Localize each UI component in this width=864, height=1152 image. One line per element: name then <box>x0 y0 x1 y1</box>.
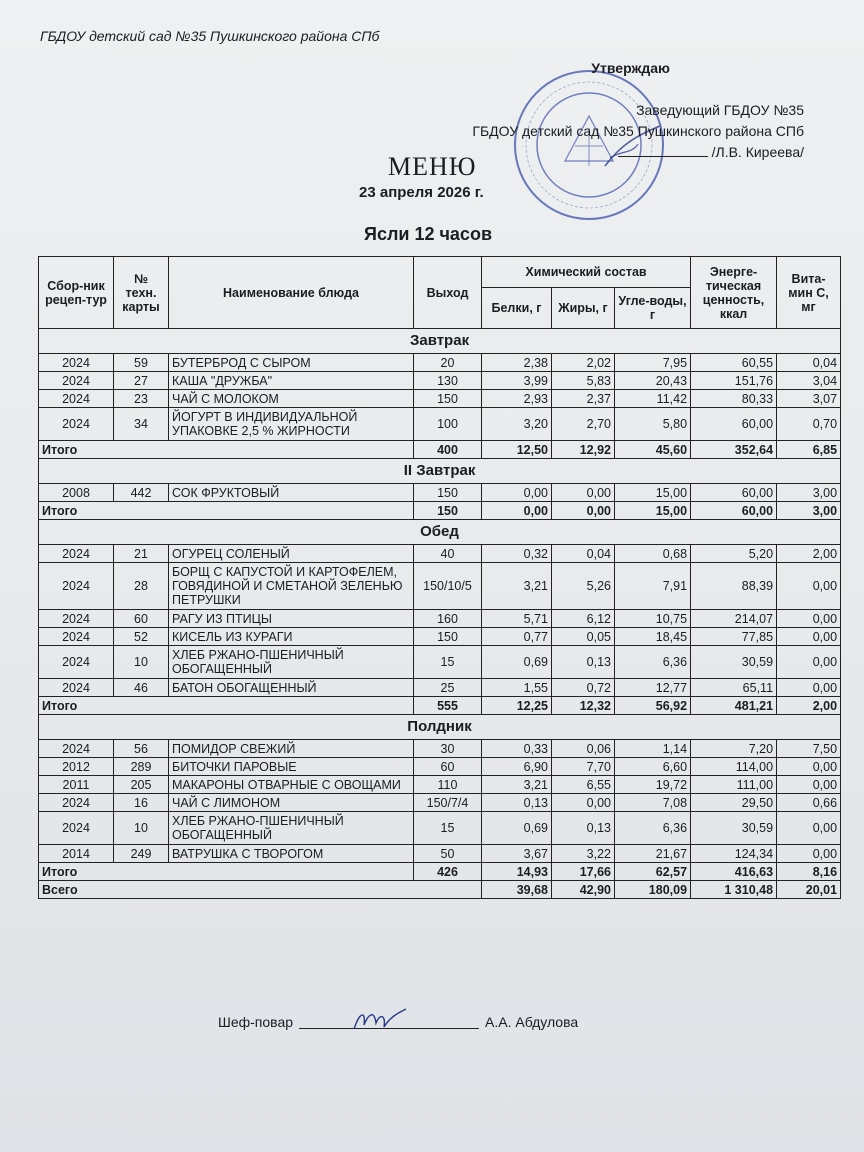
recipe-book-cell: 2024 <box>39 390 114 408</box>
dish-name-cell: МАКАРОНЫ ОТВАРНЫЕ С ОВОЩАМИ <box>169 776 414 794</box>
carbs-cell: 1,14 <box>615 740 691 758</box>
carbs-cell: 18,45 <box>615 628 691 646</box>
output-cell: 15 <box>414 812 482 845</box>
tech-card-cell: 10 <box>114 646 169 679</box>
output-cell: 160 <box>414 610 482 628</box>
vitamin-cell: 3,07 <box>777 390 841 408</box>
recipe-book-cell: 2011 <box>39 776 114 794</box>
total-protein-cell: 0,00 <box>482 502 552 520</box>
page-title: МЕНЮ <box>388 152 477 181</box>
section-row <box>39 520 841 545</box>
total-fat-cell: 0,00 <box>552 502 615 520</box>
dish-name-cell: РАГУ ИЗ ПТИЦЫ <box>169 610 414 628</box>
total-energy-cell: 352,64 <box>691 441 777 459</box>
vitamin-cell: 0,00 <box>777 610 841 628</box>
table-row <box>39 628 841 646</box>
header-energy: Энерге-тическая ценность, ккал <box>691 257 777 329</box>
total-output-cell: 426 <box>414 863 482 881</box>
protein-cell: 0,13 <box>482 794 552 812</box>
energy-cell: 29,50 <box>691 794 777 812</box>
recipe-book-cell: 2024 <box>39 408 114 441</box>
total-row <box>39 697 841 715</box>
energy-cell: 214,07 <box>691 610 777 628</box>
tech-card-cell: 442 <box>114 484 169 502</box>
carbs-cell: 6,60 <box>615 758 691 776</box>
dish-name-cell: ОГУРЕЦ СОЛЕНЫЙ <box>169 545 414 563</box>
carbs-cell: 10,75 <box>615 610 691 628</box>
vitamin-cell: 0,70 <box>777 408 841 441</box>
output-cell: 60 <box>414 758 482 776</box>
protein-cell: 3,20 <box>482 408 552 441</box>
dish-name-cell: ХЛЕБ РЖАНО-ПШЕНИЧНЫЙ ОБОГАЩЕННЫЙ <box>169 812 414 845</box>
dish-name-cell: ХЛЕБ РЖАНО-ПШЕНИЧНЫЙ ОБОГАЩЕННЫЙ <box>169 646 414 679</box>
vitamin-cell: 0,66 <box>777 794 841 812</box>
dish-name-cell: ВАТРУШКА С ТВОРОГОМ <box>169 845 414 863</box>
dish-name-cell: ЧАЙ С МОЛОКОМ <box>169 390 414 408</box>
output-cell: 110 <box>414 776 482 794</box>
protein-cell: 3,21 <box>482 776 552 794</box>
protein-cell: 3,21 <box>482 563 552 610</box>
tech-card-cell: 60 <box>114 610 169 628</box>
vitamin-cell: 0,00 <box>777 812 841 845</box>
protein-cell: 0,32 <box>482 545 552 563</box>
carbs-cell: 5,80 <box>615 408 691 441</box>
dish-name-cell: БАТОН ОБОГАЩЕННЫЙ <box>169 679 414 697</box>
vitamin-cell: 2,00 <box>777 545 841 563</box>
table-row <box>39 845 841 863</box>
total-protein-cell: 12,25 <box>482 697 552 715</box>
protein-cell: 6,90 <box>482 758 552 776</box>
energy-cell: 30,59 <box>691 812 777 845</box>
grand-carbs-cell: 180,09 <box>615 881 691 899</box>
total-fat-cell: 17,66 <box>552 863 615 881</box>
protein-cell: 0,69 <box>482 812 552 845</box>
table-row <box>39 390 841 408</box>
table-row <box>39 545 841 563</box>
table-row <box>39 776 841 794</box>
approval-position: Заведующий ГБДОУ №35 <box>636 102 804 118</box>
grand-energy-cell: 1 310,48 <box>691 881 777 899</box>
carbs-cell: 6,36 <box>615 812 691 845</box>
total-row <box>39 441 841 459</box>
organization-name: ГБДОУ детский сад №35 Пушкинского района СПб <box>40 28 380 44</box>
fat-cell: 2,02 <box>552 354 615 372</box>
approval-organization: ГБДОУ детский сад №35 Пушкинского района СПб <box>472 123 804 139</box>
tech-card-cell: 205 <box>114 776 169 794</box>
total-vitamin-cell: 8,16 <box>777 863 841 881</box>
header-vitamin: Вита-мин С, мг <box>777 257 841 329</box>
energy-cell: 151,76 <box>691 372 777 390</box>
recipe-book-cell: 2012 <box>39 758 114 776</box>
energy-cell: 30,59 <box>691 646 777 679</box>
tech-card-cell: 56 <box>114 740 169 758</box>
tech-card-cell: 52 <box>114 628 169 646</box>
tech-card-cell: 16 <box>114 794 169 812</box>
table-row <box>39 610 841 628</box>
table-row <box>39 408 841 441</box>
recipe-book-cell: 2024 <box>39 610 114 628</box>
vitamin-cell: 7,50 <box>777 740 841 758</box>
carbs-cell: 12,77 <box>615 679 691 697</box>
fat-cell: 0,00 <box>552 794 615 812</box>
energy-cell: 7,20 <box>691 740 777 758</box>
chef-label: Шеф-повар <box>218 1014 294 1030</box>
dish-name-cell: БУТЕРБРОД С СЫРОМ <box>169 354 414 372</box>
total-protein-cell: 14,93 <box>482 863 552 881</box>
output-cell: 150 <box>414 390 482 408</box>
age-group: Ясли 12 часов <box>364 224 493 244</box>
signature-line <box>618 156 708 157</box>
table-row <box>39 372 841 390</box>
output-cell: 40 <box>414 545 482 563</box>
section-title: II Завтрак <box>39 459 841 484</box>
grand-total-label: Всего <box>39 881 482 899</box>
dish-name-cell: БОРЩ С КАПУСТОЙ И КАРТОФЕЛЕМ, ГОВЯДИНОЙ И СМЕТАНОЙ ЗЕЛЕНЬЮ ПЕТРУШКИ <box>169 563 414 610</box>
fat-cell: 6,12 <box>552 610 615 628</box>
carbs-cell: 19,72 <box>615 776 691 794</box>
total-carbs-cell: 45,60 <box>615 441 691 459</box>
energy-cell: 114,00 <box>691 758 777 776</box>
dish-name-cell: БИТОЧКИ ПАРОВЫЕ <box>169 758 414 776</box>
table-row <box>39 484 841 502</box>
vitamin-cell: 0,00 <box>777 646 841 679</box>
tech-card-cell: 46 <box>114 679 169 697</box>
energy-cell: 124,34 <box>691 845 777 863</box>
vitamin-cell: 0,04 <box>777 354 841 372</box>
total-energy-cell: 481,21 <box>691 697 777 715</box>
fat-cell: 6,55 <box>552 776 615 794</box>
recipe-book-cell: 2024 <box>39 646 114 679</box>
energy-cell: 5,20 <box>691 545 777 563</box>
dish-name-cell: КИСЕЛЬ ИЗ КУРАГИ <box>169 628 414 646</box>
table-row <box>39 679 841 697</box>
output-cell: 150 <box>414 628 482 646</box>
header-book: Сбор-ник рецеп-тур <box>39 257 114 329</box>
chef-name: А.А. Абдулова <box>485 1014 579 1030</box>
total-carbs-cell: 15,00 <box>615 502 691 520</box>
energy-cell: 60,00 <box>691 408 777 441</box>
total-fat-cell: 12,32 <box>552 697 615 715</box>
energy-cell: 111,00 <box>691 776 777 794</box>
recipe-book-cell: 2024 <box>39 812 114 845</box>
total-label: Итого <box>39 502 414 520</box>
total-label: Итого <box>39 441 414 459</box>
fat-cell: 0,06 <box>552 740 615 758</box>
output-cell: 15 <box>414 646 482 679</box>
total-energy-cell: 416,63 <box>691 863 777 881</box>
output-cell: 50 <box>414 845 482 863</box>
total-row <box>39 863 841 881</box>
carbs-cell: 7,95 <box>615 354 691 372</box>
recipe-book-cell: 2024 <box>39 563 114 610</box>
grand-total-row <box>39 881 841 899</box>
total-label: Итого <box>39 697 414 715</box>
tech-card-cell: 59 <box>114 354 169 372</box>
dish-name-cell: ЙОГУРТ В ИНДИВИДУАЛЬНОЙ УПАКОВКЕ 2,5 % ЖИРНОСТИ <box>169 408 414 441</box>
total-protein-cell: 12,50 <box>482 441 552 459</box>
tech-card-cell: 21 <box>114 545 169 563</box>
tech-card-cell: 27 <box>114 372 169 390</box>
recipe-book-cell: 2024 <box>39 794 114 812</box>
protein-cell: 2,38 <box>482 354 552 372</box>
table-row <box>39 794 841 812</box>
total-output-cell: 555 <box>414 697 482 715</box>
fat-cell: 0,72 <box>552 679 615 697</box>
output-cell: 100 <box>414 408 482 441</box>
carbs-cell: 6,36 <box>615 646 691 679</box>
recipe-book-cell: 2024 <box>39 354 114 372</box>
protein-cell: 5,71 <box>482 610 552 628</box>
header-dish: Наименование блюда <box>169 257 414 329</box>
header-output: Выход <box>414 257 482 329</box>
protein-cell: 1,55 <box>482 679 552 697</box>
total-carbs-cell: 56,92 <box>615 697 691 715</box>
fat-cell: 0,13 <box>552 812 615 845</box>
fat-cell: 0,00 <box>552 484 615 502</box>
tech-card-cell: 23 <box>114 390 169 408</box>
fat-cell: 3,22 <box>552 845 615 863</box>
protein-cell: 3,99 <box>482 372 552 390</box>
fat-cell: 2,70 <box>552 408 615 441</box>
fat-cell: 0,05 <box>552 628 615 646</box>
header-card: № техн. карты <box>114 257 169 329</box>
carbs-cell: 20,43 <box>615 372 691 390</box>
carbs-cell: 0,68 <box>615 545 691 563</box>
output-cell: 150 <box>414 484 482 502</box>
total-energy-cell: 60,00 <box>691 502 777 520</box>
energy-cell: 80,33 <box>691 390 777 408</box>
menu-table <box>38 256 841 899</box>
grand-protein-cell: 39,68 <box>482 881 552 899</box>
recipe-book-cell: 2008 <box>39 484 114 502</box>
chef-signature-icon <box>350 1005 410 1035</box>
tech-card-cell: 34 <box>114 408 169 441</box>
fat-cell: 2,37 <box>552 390 615 408</box>
total-row <box>39 502 841 520</box>
energy-cell: 77,85 <box>691 628 777 646</box>
vitamin-cell: 0,00 <box>777 628 841 646</box>
recipe-book-cell: 2014 <box>39 845 114 863</box>
vitamin-cell: 0,00 <box>777 776 841 794</box>
total-vitamin-cell: 2,00 <box>777 697 841 715</box>
total-vitamin-cell: 6,85 <box>777 441 841 459</box>
carbs-cell: 21,67 <box>615 845 691 863</box>
header-carbs: Угле-воды, г <box>615 288 691 329</box>
vitamin-cell: 0,00 <box>777 845 841 863</box>
dish-name-cell: ПОМИДОР СВЕЖИЙ <box>169 740 414 758</box>
vitamin-cell: 0,00 <box>777 758 841 776</box>
protein-cell: 0,69 <box>482 646 552 679</box>
recipe-book-cell: 2024 <box>39 545 114 563</box>
fat-cell: 5,26 <box>552 563 615 610</box>
vitamin-cell: 0,00 <box>777 563 841 610</box>
grand-fat-cell: 42,90 <box>552 881 615 899</box>
header-fat: Жиры, г <box>552 288 615 329</box>
vitamin-cell: 0,00 <box>777 679 841 697</box>
carbs-cell: 11,42 <box>615 390 691 408</box>
recipe-book-cell: 2024 <box>39 628 114 646</box>
menu-date: 23 апреля 2026 г. <box>359 184 484 201</box>
approval-name: /Л.В. Киреева/ <box>711 144 804 160</box>
table-row <box>39 812 841 845</box>
dish-name-cell: КАША "ДРУЖБА" <box>169 372 414 390</box>
output-cell: 25 <box>414 679 482 697</box>
fat-cell: 7,70 <box>552 758 615 776</box>
fat-cell: 0,04 <box>552 545 615 563</box>
total-label: Итого <box>39 863 414 881</box>
tech-card-cell: 28 <box>114 563 169 610</box>
output-cell: 20 <box>414 354 482 372</box>
table-row <box>39 354 841 372</box>
table-row <box>39 740 841 758</box>
total-output-cell: 150 <box>414 502 482 520</box>
carbs-cell: 7,91 <box>615 563 691 610</box>
protein-cell: 2,93 <box>482 390 552 408</box>
output-cell: 150/7/4 <box>414 794 482 812</box>
energy-cell: 88,39 <box>691 563 777 610</box>
fat-cell: 0,13 <box>552 646 615 679</box>
tech-card-cell: 249 <box>114 845 169 863</box>
tech-card-cell: 289 <box>114 758 169 776</box>
menu-table-body <box>39 329 841 899</box>
fat-cell: 5,83 <box>552 372 615 390</box>
protein-cell: 0,33 <box>482 740 552 758</box>
table-row <box>39 758 841 776</box>
energy-cell: 65,11 <box>691 679 777 697</box>
recipe-book-cell: 2024 <box>39 372 114 390</box>
output-cell: 150/10/5 <box>414 563 482 610</box>
output-cell: 130 <box>414 372 482 390</box>
protein-cell: 3,67 <box>482 845 552 863</box>
grand-vitamin-cell: 20,01 <box>777 881 841 899</box>
protein-cell: 0,00 <box>482 484 552 502</box>
header-chem: Химический состав <box>482 257 691 288</box>
table-row <box>39 646 841 679</box>
protein-cell: 0,77 <box>482 628 552 646</box>
recipe-book-cell: 2024 <box>39 679 114 697</box>
section-title: Обед <box>39 520 841 545</box>
energy-cell: 60,55 <box>691 354 777 372</box>
table-row <box>39 563 841 610</box>
approval-title: Утверждаю <box>591 60 670 76</box>
carbs-cell: 7,08 <box>615 794 691 812</box>
total-output-cell: 400 <box>414 441 482 459</box>
section-row <box>39 715 841 740</box>
vitamin-cell: 3,04 <box>777 372 841 390</box>
energy-cell: 60,00 <box>691 484 777 502</box>
section-row <box>39 329 841 354</box>
total-vitamin-cell: 3,00 <box>777 502 841 520</box>
approval-block <box>472 58 804 163</box>
dish-name-cell: СОК ФРУКТОВЫЙ <box>169 484 414 502</box>
section-title: Завтрак <box>39 329 841 354</box>
carbs-cell: 15,00 <box>615 484 691 502</box>
section-row <box>39 459 841 484</box>
output-cell: 30 <box>414 740 482 758</box>
dish-name-cell: ЧАЙ С ЛИМОНОМ <box>169 794 414 812</box>
total-carbs-cell: 62,57 <box>615 863 691 881</box>
header-protein: Белки, г <box>482 288 552 329</box>
tech-card-cell: 10 <box>114 812 169 845</box>
section-title: Полдник <box>39 715 841 740</box>
recipe-book-cell: 2024 <box>39 740 114 758</box>
total-fat-cell: 12,92 <box>552 441 615 459</box>
vitamin-cell: 3,00 <box>777 484 841 502</box>
